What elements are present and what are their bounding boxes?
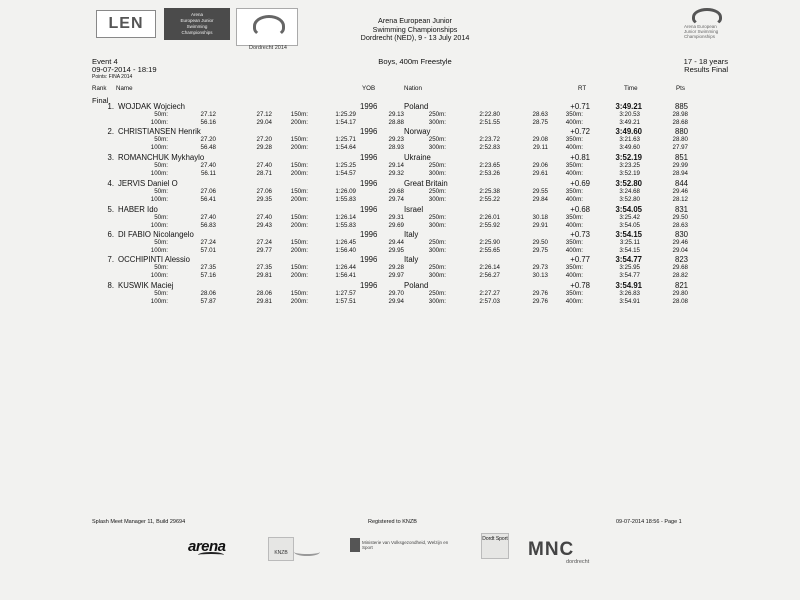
split-cumulative-time: 28.06	[200, 290, 216, 297]
split-lap-time: 28.68	[672, 118, 688, 126]
reaction-time: +0.72	[570, 127, 590, 136]
split-distance: 350m:	[565, 136, 583, 143]
split-cumulative-time: 2:26.01	[479, 214, 500, 221]
split-lap-time: 27.06	[256, 188, 272, 195]
split-cumulative-time: 3:25.42	[619, 214, 640, 221]
split-distance: 50m:	[154, 162, 168, 169]
split-cumulative-time: 27.35	[200, 264, 216, 271]
split-lap-time: 28.98	[672, 111, 688, 118]
final-time: 3:52.80	[615, 179, 642, 188]
final-time: 3:54.91	[615, 281, 642, 290]
heat-label: Final	[92, 96, 109, 105]
year-of-birth: 1996	[360, 127, 378, 136]
col-nation: Nation	[404, 85, 422, 92]
split-lap-time: 28.63	[672, 221, 688, 229]
split-lap-time: 29.61	[532, 169, 548, 177]
split-lap-time: 29.06	[532, 162, 548, 169]
split-distance: 150m:	[290, 162, 308, 169]
year-of-birth: 1996	[360, 205, 378, 214]
split-cumulative-time: 3:23.25	[619, 162, 640, 169]
event-name: Boys, 400m Freestyle	[378, 57, 452, 66]
reaction-time: +0.81	[570, 153, 590, 162]
split-lap-time: 27.40	[256, 214, 272, 221]
arena-championships-logo: Arena European Junior Swimming Championships	[164, 8, 230, 40]
split-lap-time: 29.32	[388, 169, 404, 177]
split-cumulative-time: 27.40	[200, 162, 216, 169]
split-distance: 350m:	[565, 188, 583, 195]
split-cumulative-time: 1:25.29	[335, 111, 356, 118]
swimmer-name: JERVIS Daniel O	[118, 179, 178, 188]
split-distance: 300m:	[428, 195, 446, 203]
split-lap-time: 29.11	[532, 143, 548, 151]
split-distance: 100m:	[150, 169, 168, 177]
swimmer-name: DI FABIO Nicolangelo	[118, 230, 194, 239]
print-stamp: 09-07-2014 18:56 - Page 1	[616, 519, 682, 525]
split-cumulative-time: 1:57.51	[335, 297, 356, 305]
split-lap-time: 29.75	[532, 246, 548, 254]
split-distance: 50m:	[154, 290, 168, 297]
dordrecht-2014-logo	[236, 8, 298, 46]
split-distance: 150m:	[290, 290, 308, 297]
year-of-birth: 1996	[360, 255, 378, 264]
split-cumulative-time: 3:49.21	[619, 118, 640, 126]
split-cumulative-time: 2:27.27	[479, 290, 500, 297]
split-distance: 100m:	[150, 297, 168, 305]
split-lap-time: 28.08	[672, 297, 688, 305]
final-time: 3:49.60	[615, 127, 642, 136]
split-lap-time: 28.88	[388, 118, 404, 126]
split-distance: 200m:	[290, 169, 308, 177]
split-distance: 250m:	[428, 188, 446, 195]
split-cumulative-time: 2:55.92	[479, 221, 500, 229]
wave-icon	[253, 15, 285, 37]
split-lap-time: 28.94	[672, 169, 688, 177]
nation: Great Britain	[404, 179, 448, 188]
dordt-sport-logo: Dordt Sport	[481, 533, 509, 559]
split-distance: 200m:	[290, 118, 308, 126]
fina-points: 844	[674, 179, 688, 188]
result-rank: 3.	[107, 153, 114, 162]
reaction-time: +0.69	[570, 179, 590, 188]
split-distance: 150m:	[290, 239, 308, 246]
year-of-birth: 1996	[360, 102, 378, 111]
split-distance: 100m:	[150, 271, 168, 279]
split-cumulative-time: 2:25.38	[479, 188, 500, 195]
split-cumulative-time: 3:54.15	[619, 246, 640, 254]
split-lap-time: 29.74	[388, 195, 404, 203]
year-of-birth: 1996	[360, 179, 378, 188]
software-credit: Splash Meet Manager 11, Build 29694	[92, 519, 186, 525]
split-lap-time: 27.20	[256, 136, 272, 143]
split-lap-time: 29.68	[388, 188, 404, 195]
arena-swoosh-icon	[198, 552, 224, 558]
fina-points: 831	[674, 205, 688, 214]
split-cumulative-time: 1:27.57	[335, 290, 356, 297]
split-lap-time: 29.44	[388, 239, 404, 246]
fina-points: 821	[674, 281, 688, 290]
split-distance: 300m:	[428, 169, 446, 177]
result-entry	[0, 127, 800, 153]
split-cumulative-time: 2:23.72	[479, 136, 500, 143]
final-time: 3:54.05	[615, 205, 642, 214]
split-lap-time: 29.04	[256, 118, 272, 126]
split-lap-time: 29.43	[256, 221, 272, 229]
swimmer-name: ROMANCHUK Mykhaylo	[118, 153, 205, 162]
split-lap-time: 29.46	[672, 188, 688, 195]
split-cumulative-time: 1:55.83	[335, 221, 356, 229]
split-cumulative-time: 1:25.25	[335, 162, 356, 169]
split-distance: 100m:	[150, 118, 168, 126]
event-age-group: 17 - 18 years	[683, 57, 728, 66]
fina-points: 851	[674, 153, 688, 162]
final-time: 3:49.21	[615, 102, 642, 111]
nation: Italy	[404, 230, 419, 239]
result-rank: 1.	[107, 102, 114, 111]
fina-points: 830	[674, 230, 688, 239]
split-cumulative-time: 1:55.83	[335, 195, 356, 203]
split-cumulative-time: 3:25.95	[619, 264, 640, 271]
split-cumulative-time: 1:26.14	[335, 214, 356, 221]
split-lap-time: 29.28	[388, 264, 404, 271]
split-distance: 250m:	[428, 111, 446, 118]
split-distance: 100m:	[150, 143, 168, 151]
result-rank: 7.	[107, 255, 114, 264]
split-cumulative-time: 2:23.65	[479, 162, 500, 169]
split-lap-time: 29.35	[256, 195, 272, 203]
split-distance: 250m:	[428, 136, 446, 143]
split-cumulative-time: 3:52.80	[619, 195, 640, 203]
result-rank: 4.	[107, 179, 114, 188]
split-cumulative-time: 1:54.57	[335, 169, 356, 177]
split-lap-time: 29.94	[388, 297, 404, 305]
split-distance: 350m:	[565, 111, 583, 118]
split-lap-time: 29.95	[388, 246, 404, 254]
split-cumulative-time: 3:20.53	[619, 111, 640, 118]
split-lap-time: 29.46	[672, 239, 688, 246]
split-cumulative-time: 27.24	[200, 239, 216, 246]
split-lap-time: 29.80	[672, 290, 688, 297]
split-lap-time: 29.97	[388, 271, 404, 279]
nation: Norway	[404, 127, 431, 136]
knzb-sponsor-logo: KNZB	[268, 537, 294, 561]
split-lap-time: 29.70	[388, 290, 404, 297]
split-cumulative-time: 2:51.55	[479, 118, 500, 126]
split-cumulative-time: 2:25.90	[479, 239, 500, 246]
split-distance: 50m:	[154, 188, 168, 195]
split-distance: 400m:	[565, 118, 583, 126]
result-entry	[0, 102, 800, 128]
fina-points: 885	[674, 102, 688, 111]
split-distance: 350m:	[565, 214, 583, 221]
split-distance: 200m:	[290, 246, 308, 254]
split-cumulative-time: 2:53.26	[479, 169, 500, 177]
split-lap-time: 29.04	[672, 246, 688, 254]
year-of-birth: 1996	[360, 230, 378, 239]
split-distance: 300m:	[428, 118, 446, 126]
split-cumulative-time: 3:49.60	[619, 143, 640, 151]
split-distance: 50m:	[154, 214, 168, 221]
split-lap-time: 29.50	[672, 214, 688, 221]
split-lap-time: 29.28	[256, 143, 272, 151]
split-cumulative-time: 3:24.68	[619, 188, 640, 195]
split-cumulative-time: 27.40	[200, 214, 216, 221]
split-lap-time: 29.76	[532, 290, 548, 297]
result-entry	[0, 230, 800, 256]
split-lap-time: 29.77	[256, 246, 272, 254]
swimmer-name: OCCHIPINTI Alessio	[118, 255, 190, 264]
split-distance: 150m:	[290, 188, 308, 195]
arena-sponsor-logo: arena	[188, 538, 226, 555]
split-distance: 400m:	[565, 297, 583, 305]
mnc-sponsor-logo: MNC	[528, 539, 575, 560]
nation: Israel	[404, 205, 424, 214]
split-distance: 300m:	[428, 143, 446, 151]
split-distance: 150m:	[290, 214, 308, 221]
split-distance: 300m:	[428, 221, 446, 229]
result-rank: 5.	[107, 205, 114, 214]
event-phase: Results Final	[684, 65, 728, 74]
split-cumulative-time: 57.87	[200, 297, 216, 305]
split-lap-time: 29.08	[532, 136, 548, 143]
split-lap-time: 29.84	[532, 195, 548, 203]
split-lap-time: 30.18	[532, 214, 548, 221]
split-distance: 100m:	[150, 246, 168, 254]
split-cumulative-time: 3:26.83	[619, 290, 640, 297]
split-lap-time: 29.91	[532, 221, 548, 229]
split-distance: 250m:	[428, 239, 446, 246]
split-distance: 150m:	[290, 136, 308, 143]
split-cumulative-time: 2:22.80	[479, 111, 500, 118]
final-time: 3:54.15	[615, 230, 642, 239]
split-distance: 400m:	[565, 246, 583, 254]
split-lap-time: 29.68	[672, 264, 688, 271]
split-lap-time: 27.24	[256, 239, 272, 246]
split-distance: 400m:	[565, 143, 583, 151]
year-of-birth: 1996	[360, 153, 378, 162]
split-cumulative-time: 27.20	[200, 136, 216, 143]
split-distance: 150m:	[290, 111, 308, 118]
result-rank: 2.	[107, 127, 114, 136]
split-distance: 50m:	[154, 264, 168, 271]
split-cumulative-time: 1:56.41	[335, 271, 356, 279]
split-cumulative-time: 56.48	[200, 143, 216, 151]
split-lap-time: 29.76	[532, 297, 548, 305]
split-lap-time: 27.40	[256, 162, 272, 169]
split-distance: 400m:	[565, 169, 583, 177]
col-rank: Rank	[92, 85, 107, 92]
split-lap-time: 30.13	[532, 271, 548, 279]
split-lap-time: 28.82	[672, 271, 688, 279]
split-cumulative-time: 2:52.83	[479, 143, 500, 151]
split-cumulative-time: 3:21.63	[619, 136, 640, 143]
split-cumulative-time: 56.83	[200, 221, 216, 229]
event-number: Event 4	[92, 57, 118, 66]
split-lap-time: 29.69	[388, 221, 404, 229]
split-cumulative-time: 2:26.14	[479, 264, 500, 271]
split-distance: 350m:	[565, 290, 583, 297]
split-lap-time: 29.31	[388, 214, 404, 221]
ministry-emblem-icon	[350, 538, 360, 552]
split-distance: 200m:	[290, 143, 308, 151]
championships-logo-right: Arena European Junior Swimming Championships	[676, 6, 736, 44]
split-cumulative-time: 56.11	[200, 169, 216, 177]
reaction-time: +0.78	[570, 281, 590, 290]
split-distance: 150m:	[290, 264, 308, 271]
split-cumulative-time: 1:26.09	[335, 188, 356, 195]
nation: Italy	[404, 255, 419, 264]
result-entry	[0, 255, 800, 281]
result-entry	[0, 179, 800, 205]
split-cumulative-time: 2:55.22	[479, 195, 500, 203]
split-cumulative-time: 3:54.05	[619, 221, 640, 229]
split-lap-time: 28.80	[672, 136, 688, 143]
split-distance: 50m:	[154, 239, 168, 246]
split-distance: 350m:	[565, 264, 583, 271]
swimmer-name: HABER Ido	[118, 205, 158, 214]
split-distance: 50m:	[154, 136, 168, 143]
split-lap-time: 29.14	[388, 162, 404, 169]
split-distance: 200m:	[290, 195, 308, 203]
reaction-time: +0.71	[570, 102, 590, 111]
split-distance: 200m:	[290, 221, 308, 229]
result-rank: 6.	[107, 230, 114, 239]
split-lap-time: 29.55	[532, 188, 548, 195]
split-lap-time: 28.12	[672, 195, 688, 203]
split-distance: 400m:	[565, 271, 583, 279]
split-lap-time: 29.81	[256, 297, 272, 305]
split-lap-time: 28.71	[256, 169, 272, 177]
split-lap-time: 29.50	[532, 239, 548, 246]
col-pts: Pts	[676, 85, 685, 92]
split-distance: 400m:	[565, 195, 583, 203]
result-entry	[0, 281, 800, 307]
split-lap-time: 29.23	[388, 136, 404, 143]
split-distance: 400m:	[565, 221, 583, 229]
result-entry	[0, 153, 800, 179]
col-name: Name	[116, 85, 133, 92]
split-distance: 350m:	[565, 162, 583, 169]
split-lap-time: 27.12	[256, 111, 272, 118]
split-lap-time: 29.13	[388, 111, 404, 118]
split-distance: 250m:	[428, 290, 446, 297]
split-distance: 200m:	[290, 271, 308, 279]
swimmer-name: CHRISTIANSEN Henrik	[118, 127, 201, 136]
event-datetime: 09-07-2014 - 18:19	[92, 65, 157, 74]
split-cumulative-time: 56.16	[200, 118, 216, 126]
swimmer-name: WOJDAK Wojciech	[118, 102, 186, 111]
split-distance: 250m:	[428, 214, 446, 221]
split-distance: 200m:	[290, 297, 308, 305]
split-cumulative-time: 3:52.19	[619, 169, 640, 177]
split-cumulative-time: 1:56.40	[335, 246, 356, 254]
reaction-time: +0.73	[570, 230, 590, 239]
split-distance: 100m:	[150, 195, 168, 203]
reaction-time: +0.77	[570, 255, 590, 264]
split-distance: 100m:	[150, 221, 168, 229]
split-distance: 50m:	[154, 111, 168, 118]
len-logo: LEN	[96, 10, 156, 38]
split-distance: 300m:	[428, 297, 446, 305]
split-lap-time: 29.81	[256, 271, 272, 279]
nation: Poland	[404, 281, 429, 290]
split-cumulative-time: 56.41	[200, 195, 216, 203]
split-cumulative-time: 2:57.03	[479, 297, 500, 305]
knzb-wave-icon	[294, 548, 320, 556]
split-cumulative-time: 2:55.65	[479, 246, 500, 254]
col-rt: RT	[578, 85, 587, 92]
split-cumulative-time: 27.12	[200, 111, 216, 118]
fina-points: 823	[674, 255, 688, 264]
split-cumulative-time: 57.01	[200, 246, 216, 254]
split-distance: 300m:	[428, 246, 446, 254]
split-lap-time: 28.93	[388, 143, 404, 151]
mnc-sponsor-subtitle: dordrecht	[566, 559, 590, 565]
split-distance: 250m:	[428, 162, 446, 169]
split-cumulative-time: 1:25.71	[335, 136, 356, 143]
split-lap-time: 27.35	[256, 264, 272, 271]
meet-title: Arena European Junior Swimming Championships Dordrecht (NED), 9 - 13 July 2014	[360, 16, 470, 43]
split-lap-time: 29.73	[532, 264, 548, 271]
split-distance: 300m:	[428, 271, 446, 279]
split-distance: 350m:	[565, 239, 583, 246]
ministry-sponsor-text: Ministerie van Volksgezondheid, Welzijn en Sport	[362, 540, 449, 550]
fina-points: 880	[674, 127, 688, 136]
final-time: 3:52.19	[615, 153, 642, 162]
split-lap-time: 28.06	[256, 290, 272, 297]
split-cumulative-time: 3:25.11	[619, 239, 640, 246]
nation: Ukraine	[404, 153, 431, 162]
points-system: Points: FINA 2014	[92, 74, 133, 80]
split-lap-time: 28.63	[532, 111, 548, 118]
split-cumulative-time: 3:54.77	[619, 271, 640, 279]
split-distance: 250m:	[428, 264, 446, 271]
split-lap-time: 29.99	[672, 162, 688, 169]
split-cumulative-time: 1:26.45	[335, 239, 356, 246]
split-cumulative-time: 1:54.64	[335, 143, 356, 151]
split-cumulative-time: 57.16	[200, 271, 216, 279]
split-lap-time: 27.97	[672, 143, 688, 151]
nation: Poland	[404, 102, 429, 111]
col-time: Time	[624, 85, 638, 92]
swimmer-name: KUSWIK Maciej	[118, 281, 174, 290]
final-time: 3:54.77	[615, 255, 642, 264]
registered-to: Registered to KNZB	[368, 519, 417, 525]
split-cumulative-time: 1:26.44	[335, 264, 356, 271]
col-yob: YOB	[362, 85, 376, 92]
split-cumulative-time: 2:56.27	[479, 271, 500, 279]
split-cumulative-time: 27.06	[200, 188, 216, 195]
result-entry	[0, 205, 800, 231]
result-rank: 8.	[107, 281, 114, 290]
reaction-time: +0.68	[570, 205, 590, 214]
year-of-birth: 1996	[360, 281, 378, 290]
split-cumulative-time: 3:54.91	[619, 297, 640, 305]
dordrecht-logo-text: Dordrecht 2014	[249, 45, 287, 51]
split-lap-time: 28.75	[532, 118, 548, 126]
split-cumulative-time: 1:54.17	[335, 118, 356, 126]
